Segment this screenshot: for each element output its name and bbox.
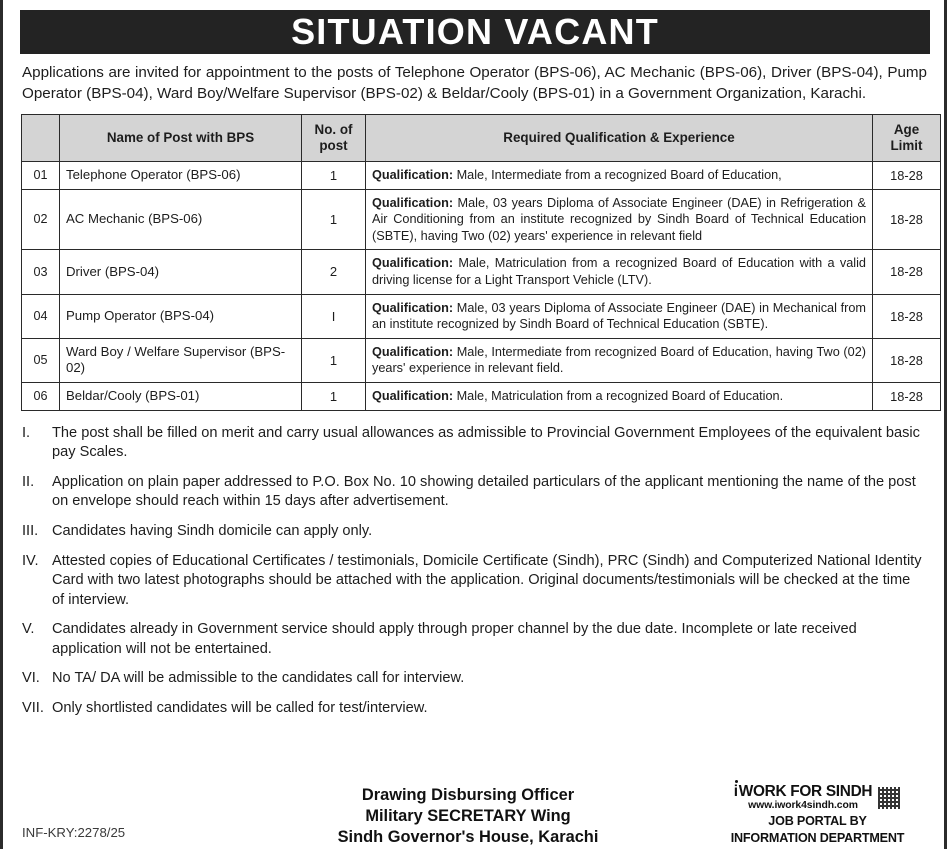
cell-serial: 06: [22, 382, 60, 410]
logo-subtitle-1: JOB PORTAL BY: [768, 813, 867, 828]
condition-item: [22, 552, 924, 611]
qualification-text: Male, Matriculation from a recognized Board of Education with a valid driving license for a Light Transport Vehicle (LTV).: [372, 256, 866, 287]
signature-line-3: Sindh Governor's House, Karachi: [337, 828, 599, 846]
page-title: SITUATION VACANT: [291, 11, 659, 52]
condition-text: Candidates having Sindh domicile can apply only.: [52, 522, 373, 539]
cell-age-limit: 18-28: [873, 162, 941, 190]
banner: [20, 10, 930, 54]
cell-qualification: [366, 250, 873, 294]
condition-text: Candidates already in Government service should apply through proper channel by the due date. Incomplete or late received application will not be entertained.: [52, 621, 857, 657]
column-header-number: No. of post: [302, 115, 366, 162]
condition-number: VI.: [22, 670, 40, 687]
condition-item: [22, 620, 924, 659]
condition-item: [22, 473, 924, 512]
qualification-text: Male, Intermediate from a recognized Board of Education,: [453, 168, 782, 182]
logo-brand-rest: WORK FOR SINDH: [738, 783, 873, 800]
cell-serial: 04: [22, 294, 60, 338]
table-row: [22, 338, 941, 382]
cell-qualification: [366, 189, 873, 250]
posts-table: [21, 114, 941, 411]
condition-text: Only shortlisted candidates will be called for test/interview.: [52, 700, 428, 717]
cell-qualification: [366, 382, 873, 410]
cell-post-count: 1: [302, 162, 366, 190]
qualification-label: Qualification:: [372, 300, 454, 315]
qualification-text: Male, 03 years Diploma of Associate Engineer (DAE) in Refrigeration & Air Conditioning from an institute recognized by Sindh Board of Technical Education (SBTE), having Two (02) years' experience in relevant field: [372, 195, 866, 243]
cell-post-name: AC Mechanic (BPS-06): [60, 189, 302, 250]
column-header-name: Name of Post with BPS: [60, 115, 302, 162]
table-row: [22, 382, 941, 410]
cell-post-count: 1: [302, 382, 366, 410]
cell-post-count: I: [302, 294, 366, 338]
qualification-label: Qualification:: [372, 388, 454, 403]
logo-brand-text: [734, 784, 872, 799]
table-row: [22, 250, 941, 294]
qualification-label: Qualification:: [372, 195, 454, 210]
condition-text: Attested copies of Educational Certificates / testimonials, Domicile Certificate (Sindh), PRC (Sindh) and Computerized National Identity Card with two latest photographs should be attached with the application. Original documents/testimonials will be checked at the time of interview.: [52, 552, 922, 608]
cell-post-name: Driver (BPS-04): [60, 250, 302, 294]
cell-age-limit: 18-28: [873, 338, 941, 382]
cell-post-name: Telephone Operator (BPS-06): [60, 162, 302, 190]
qualification-text: Male, Matriculation from a recognized Board of Education.: [453, 388, 784, 403]
intro-paragraph: Applications are invited for appointment to the posts of Telephone Operator (BPS-06), AC Mechanic (BPS-06), Driver (BPS-04), Pump Operator (BPS-04), Ward Boy/Welfare Supervisor (BPS-02) & Beldar/Cooly (BPS-01) in a Government Organization, Karachi.: [22, 64, 927, 102]
column-header-serial: [22, 115, 60, 162]
cell-serial: 01: [22, 162, 60, 190]
qualification-text: Male, Intermediate from recognized Board of Education, having Two (02) years' experience in relevant field.: [372, 344, 866, 376]
condition-text: Application on plain paper addressed to P.O. Box No. 10 showing detailed particulars of the applicant mentioning the name of the post on envelope should reach within 15 days after advertisement.: [52, 473, 916, 510]
column-header-age: Age Limit: [873, 115, 941, 162]
cell-qualification: [366, 162, 873, 190]
table-row: [22, 189, 941, 250]
condition-item: [22, 522, 924, 542]
cell-serial: 05: [22, 338, 60, 382]
cell-post-name: Beldar/Cooly (BPS-01): [60, 382, 302, 410]
qualification-label: Qualification:: [372, 168, 454, 182]
cell-qualification: [366, 338, 873, 382]
table-header-row: [22, 115, 941, 162]
cell-post-count: 1: [302, 189, 366, 250]
condition-number: III.: [22, 522, 39, 539]
logo-url: www.iwork4sindh.com: [748, 800, 858, 812]
condition-text: No TA/ DA will be admissible to the candidates call for interview.: [52, 670, 465, 687]
logo-wordmark: [734, 784, 872, 812]
cell-post-count: 2: [302, 250, 366, 294]
logo-i-letter: i: [733, 783, 738, 800]
condition-number: VII.: [22, 700, 44, 717]
condition-number: IV.: [22, 552, 39, 569]
cell-qualification: [366, 294, 873, 338]
footer: [3, 781, 944, 849]
reference-number: INF-KRY:2278/25: [22, 825, 126, 840]
cell-serial: 03: [22, 250, 60, 294]
condition-number: V.: [22, 621, 35, 638]
cell-post-count: 1: [302, 338, 366, 382]
condition-item: [22, 424, 924, 463]
cell-age-limit: 18-28: [873, 382, 941, 410]
condition-number: II.: [22, 473, 35, 490]
cell-age-limit: 18-28: [873, 250, 941, 294]
qualification-text: Male, 03 years Diploma of Associate Engineer (DAE) in Mechanical from an institute recognized by Sindh Board of Technical Education (SBTE).: [372, 300, 866, 332]
signature-line-1: Drawing Disbursing Officer: [361, 786, 575, 804]
signature-line-2: Military SECRETARY Wing: [365, 807, 571, 825]
conditions-list: [22, 424, 924, 719]
table-row: [22, 162, 941, 190]
iwork-sindh-logo: [705, 784, 930, 846]
table-row: [22, 294, 941, 338]
qualification-label: Qualification:: [372, 344, 454, 359]
condition-item: [22, 669, 924, 689]
cell-age-limit: 18-28: [873, 189, 941, 250]
signature-block: [258, 785, 678, 848]
condition-number: I.: [22, 424, 31, 441]
logo-subtitle-2: INFORMATION DEPARTMENT: [730, 830, 905, 845]
cell-serial: 02: [22, 189, 60, 250]
column-header-qualification: Required Qualification & Experience: [366, 115, 873, 162]
cell-post-name: Ward Boy / Welfare Supervisor (BPS-02): [60, 338, 302, 382]
cell-post-name: Pump Operator (BPS-04): [60, 294, 302, 338]
condition-text: The post shall be filled on merit and carry usual allowances as admissible to Provincial Government Employees of the equivalent basic pay Scales.: [52, 424, 920, 461]
qr-code-icon: [877, 786, 901, 810]
condition-item: [22, 699, 924, 719]
qualification-label: Qualification:: [372, 256, 454, 271]
cell-age-limit: 18-28: [873, 294, 941, 338]
logo-top-row: [705, 784, 930, 812]
